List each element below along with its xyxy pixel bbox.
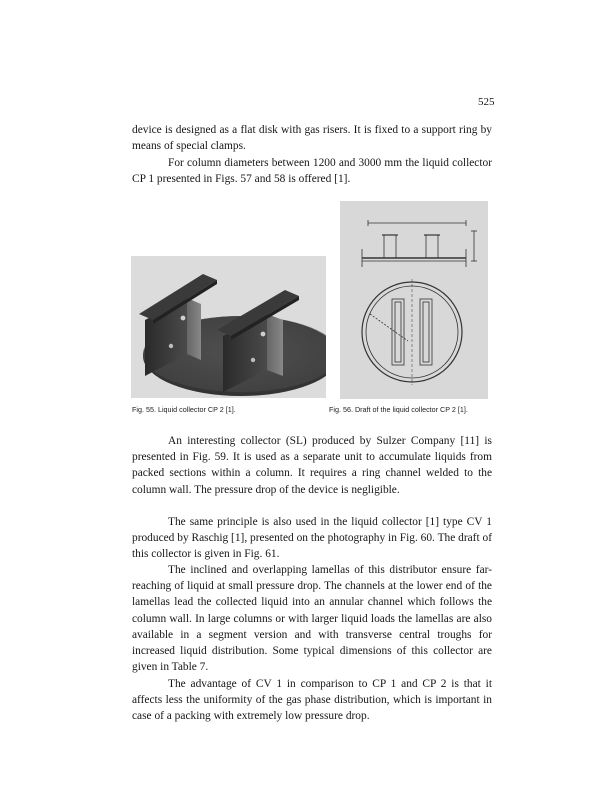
collector-3d-render [131,256,326,398]
page-number: 525 [478,96,495,108]
paragraph: The advantage of CV 1 in comparison to CP 1 and CP 2 is that it affects less the uniformity of the gas phase distribution, which is important in case of a packing with extremely low pressure drop. [132,678,492,723]
paragraph: The inclined and overlapping lamellas of this distributor ensure far-reaching of liquid at small pressure drop. The channels at the lower end of the lamellas lead the collected liquid into an annular channel which follows the column wall. In large columns or with larger liquid loads the lamellas are also available in a segment version and with transverse central troughs for increased liquid distribution. Some typical dimensions of this collector are given in Table 7. [132,564,492,674]
figure-55-image [131,256,326,398]
figure-56-caption: Fig. 56. Draft of the liquid collector CP 2 [1]. [329,405,468,414]
paragraph: For column diameters between 1200 and 3000 mm the liquid collector CP 1 presented in Figs. 57 and 58 is offered [1]. [132,157,492,186]
collector-draft-drawing [340,201,488,399]
paragraph: The same principle is also used in the liquid collector [1] type CV 1 produced by Raschig [1], presented on the photography in Fig. 60. The draft of this collector is given in Fig. 61. [132,516,492,561]
paragraph: device is designed as a flat disk with gas risers. It is fixed to a support ring by means of special clamps. [132,124,492,153]
figure-56-image [340,201,488,399]
paragraph: An interesting collector (SL) produced by Sulzer Company [11] is presented in Fig. 59. It is used as a separate unit to accumulate liquids from packed sections within a column. It requires a ring channel welded to the column wall. The pressure drop of the device is negligible. [132,435,492,496]
figure-55-caption: Fig. 55. Liquid collector CP 2 [1]. [132,405,236,414]
